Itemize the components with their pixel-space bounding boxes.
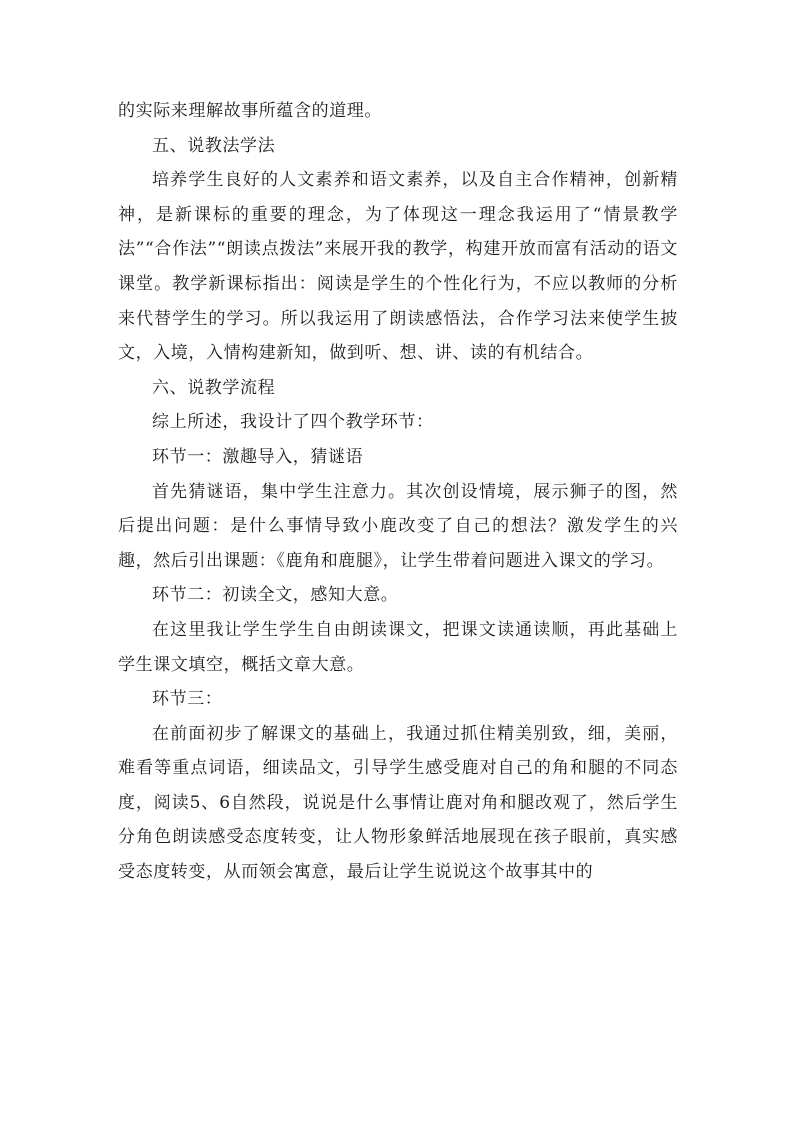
paragraph-step-two: 在这里我让学生学生自由朗读课文，把课文读通读顺，再此基础上学生课文填空，概括文章大意。 <box>118 619 678 675</box>
paragraph-summary: 综上所述，我设计了四个教学环节： <box>152 412 434 433</box>
paragraph-step-one: 首先猜谜语，集中学生注意力。其次创设情境，展示狮子的图，然后提出问题：是什么事情导致小鹿改变了自己的想法？激发学生的兴趣，然后引出课题：《鹿角和鹿腿》，让学生带着问题进入课文的学习。 <box>118 481 678 571</box>
step-three-heading: 环节三： <box>152 689 223 710</box>
paragraph-step-three: 在前面初步了解课文的基础上，我通过抓住精美别致，细，美丽，难看等重点词语，细读品文，引导学生感受鹿对自己的角和腿的不同态度，阅读5、6自然段，说说是什么事情让鹿对角和腿改观了，然后学生分角色朗读感受态度转变，让人物形象鲜活地展现在孩子眼前，真实感受态度转变，从而领会寓意，最后让学生说说这个故事其中的 <box>118 723 678 883</box>
section-heading-5: 五、说教法学法 <box>152 135 276 156</box>
step-one-heading: 环节一：激趣导入，猜谜语 <box>152 446 364 467</box>
document-body <box>118 94 678 890</box>
paragraph-teaching-methods: 培养学生良好的人文素养和语文素养，以及自主合作精神，创新精神，是新课标的重要的理念，为了体现这一理念我运用了“情景教学法”“合作法”“朗读点拨法”来展开我的教学，构建开放而富有活动的语文课堂。教学新课标指出：阅读是学生的个性化行为，不应以教师的分析来代替学生的学习。所以我运用了朗读感悟法，合作学习法来使学生披文，入境，入情构建新知，做到听、想、讲、读的有机结合。 <box>118 170 678 364</box>
step-two-heading: 环节二：初读全文，感知大意。 <box>152 585 399 606</box>
section-heading-6: 六、说教学流程 <box>152 377 276 398</box>
paragraph-continuation: 的实际来理解故事所蕴含的道理。 <box>118 101 382 121</box>
